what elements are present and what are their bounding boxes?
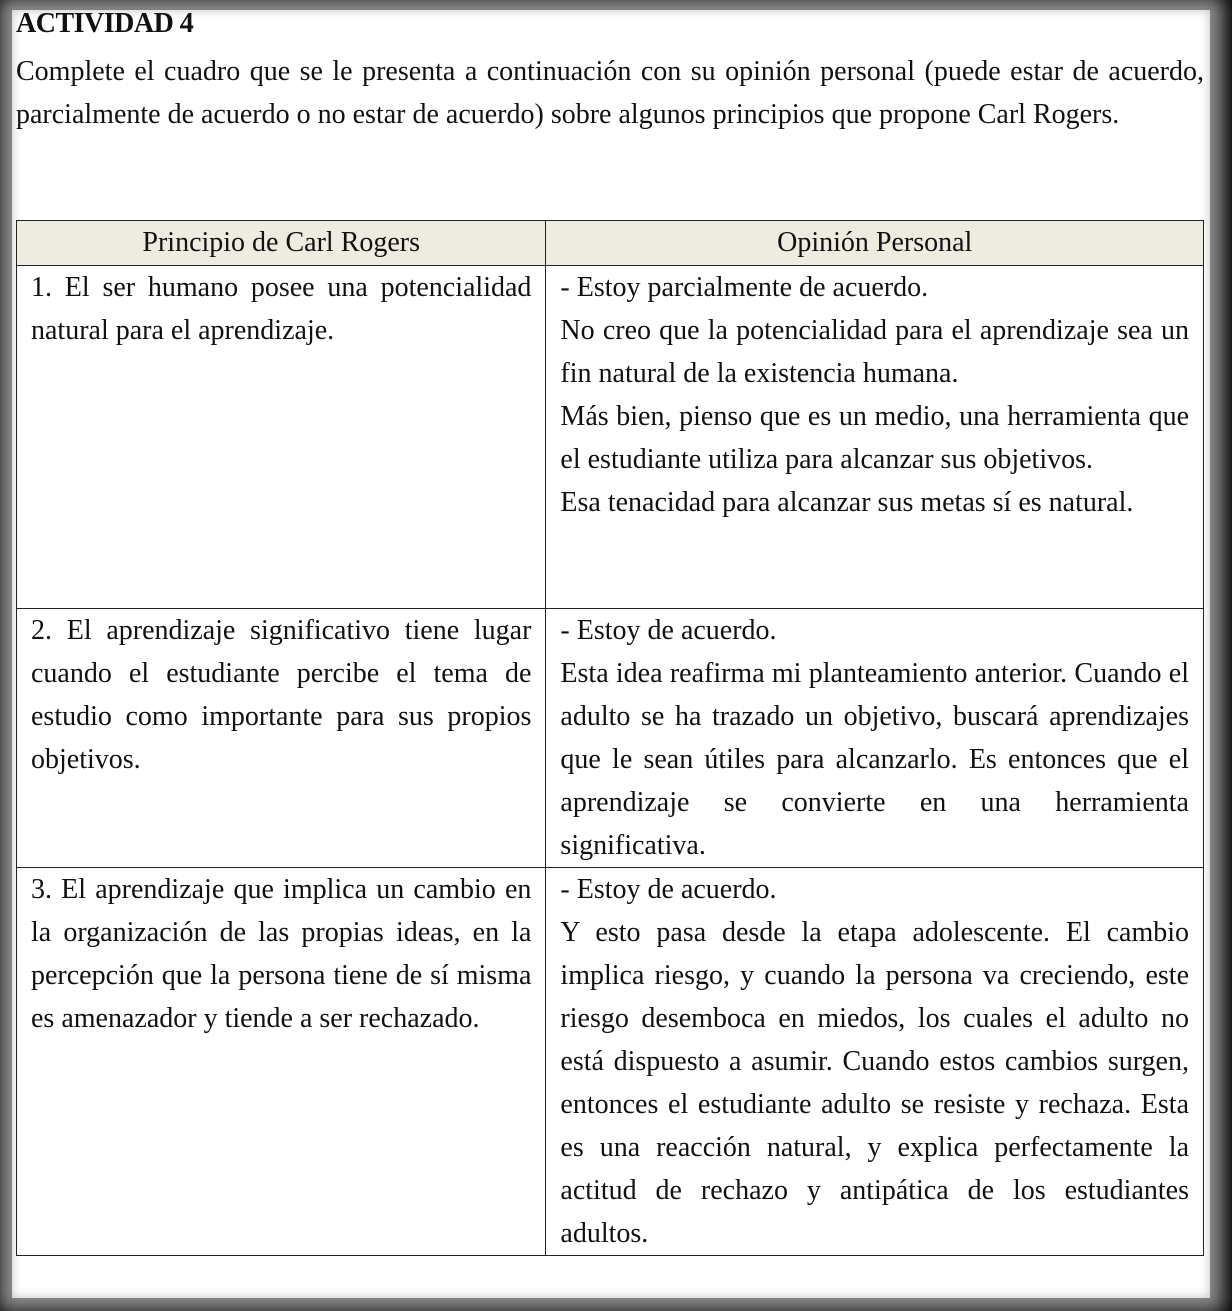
principle-text: 2. El aprendizaje significativo tiene lugar cuando el estudiante percibe el tema de estudio como importante para sus propios objetivos. [31, 615, 532, 775]
document-page [12, 10, 1210, 1298]
opinion-cell [546, 266, 1204, 609]
principle-text: 3. El aprendizaje que implica un cambio en la organización de las propias ideas, en la percepción que la persona tiene de sí misma es amenazador y tiende a ser rechazado. [31, 874, 532, 1034]
opinion-stance: - Estoy de acuerdo. [560, 874, 777, 905]
activity-instructions: Complete el cuadro que se le presenta a continuación con su opinión personal (puede estar de acuerdo, parcialmente de acuerdo o no estar de acuerdo) sobre algunos principios que propone Carl Rogers. [16, 56, 1204, 130]
activity-heading: ACTIVIDAD 4 [16, 10, 194, 39]
table-row [17, 868, 1204, 1256]
table-header-row [17, 221, 1204, 266]
opinion-paragraph: Más bien, pienso que es un medio, una herramienta que el estudiante utiliza para alcanzar sus objetivos. [560, 401, 1189, 475]
opinion-paragraph: Y esto pasa desde la etapa adolescente. El cambio implica riesgo, y cuando la persona va creciendo, este riesgo desemboca en miedos, los cuales el adulto no está dispuesto a asumir. Cuando estos cambios surgen, entonces el estudiante adulto se resiste y rechaza. Esta es una reacción natural, y explica perfectamente la actitud de rechazo y antipática de los estudiantes adultos. [560, 917, 1189, 1249]
principle-cell [17, 609, 546, 868]
opinion-paragraph: Esta idea reafirma mi planteamiento anterior. Cuando el adulto se ha trazado un objetivo, buscará aprendizajes que le sean útiles para alcanzarlo. Es entonces que el aprendizaje se convierte en una herramienta significativa. [560, 658, 1189, 861]
principle-text: 1. El ser humano posee una potencialidad natural para el aprendizaje. [31, 272, 532, 346]
opinion-paragraph: Esa tenacidad para alcanzar sus metas sí es natural. [560, 487, 1134, 518]
table-row [17, 609, 1204, 868]
principle-cell [17, 868, 546, 1256]
header-principle: Principio de Carl Rogers [17, 221, 546, 266]
opinion-cell [546, 609, 1204, 868]
header-opinion: Opinión Personal [546, 221, 1204, 266]
opinion-cell [546, 868, 1204, 1256]
opinion-stance: - Estoy parcialmente de acuerdo. [560, 272, 929, 303]
opinion-stance: - Estoy de acuerdo. [560, 615, 777, 646]
rogers-principles-table [16, 220, 1204, 1256]
principle-cell [17, 266, 546, 609]
table-row [17, 266, 1204, 609]
opinion-paragraph: No creo que la potencialidad para el aprendizaje sea un fin natural de la existencia humana. [560, 315, 1189, 389]
